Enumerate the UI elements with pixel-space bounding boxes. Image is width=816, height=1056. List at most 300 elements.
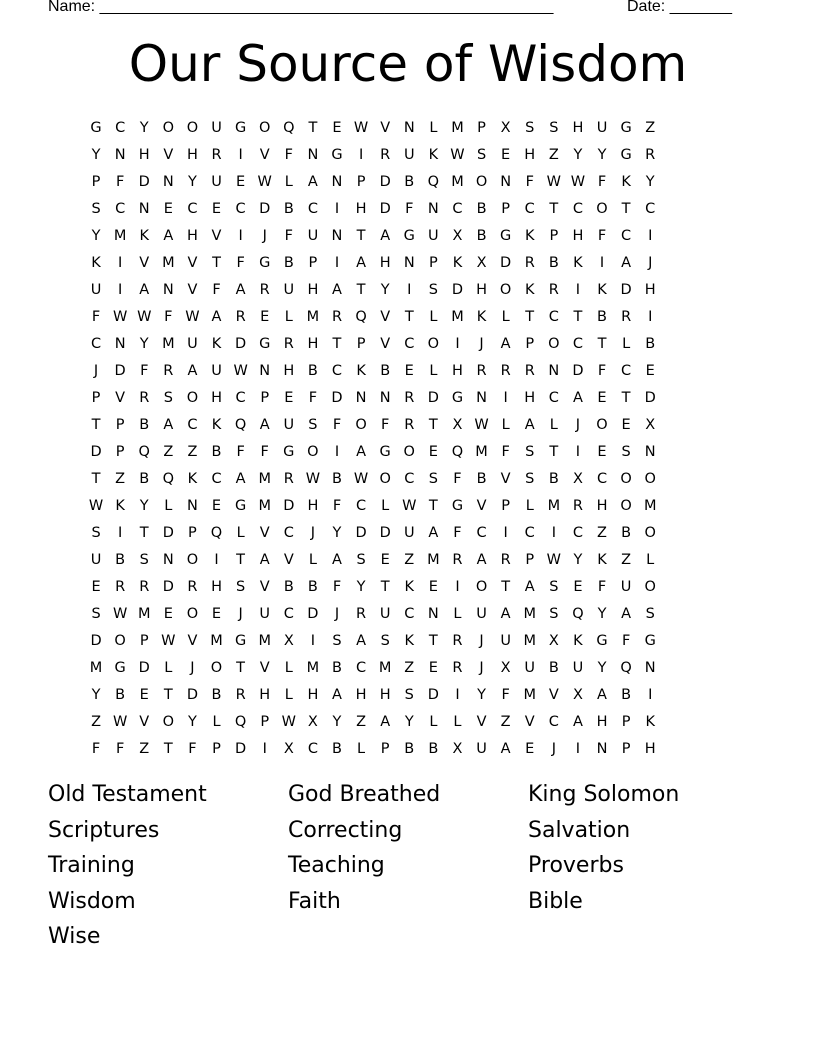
grid-letter: Y <box>597 146 607 163</box>
grid-letter: F <box>453 470 462 487</box>
grid-letter: H <box>452 362 463 379</box>
grid-row <box>84 573 662 600</box>
grid-row <box>84 654 662 681</box>
grid-letter: T <box>549 200 559 217</box>
grid-row <box>84 735 662 762</box>
grid-letter: W <box>257 173 272 190</box>
grid-letter: B <box>332 740 342 757</box>
grid-letter: K <box>211 335 222 352</box>
word-list-item: Training <box>48 853 135 878</box>
grid-letter: Q <box>234 416 247 433</box>
grid-letter: R <box>283 335 294 352</box>
grid-letter: O <box>596 200 608 217</box>
grid-letter: N <box>307 146 319 163</box>
grid-letter: Z <box>645 119 656 136</box>
grid-letter: F <box>115 173 125 190</box>
grid-letter: D <box>379 173 391 190</box>
grid-letter: S <box>525 119 535 136</box>
grid-letter: R <box>115 578 126 595</box>
grid-letter: P <box>525 335 535 352</box>
grid-letter: J <box>310 524 316 541</box>
grid-letter: M <box>451 308 464 325</box>
grid-letter: T <box>91 416 101 433</box>
grid-letter: M <box>475 443 488 460</box>
grid-letter: N <box>476 389 487 406</box>
grid-letter: Y <box>139 497 149 514</box>
grid-row <box>84 168 662 195</box>
grid-letter: C <box>235 200 246 217</box>
grid-letter: Z <box>404 659 415 676</box>
grid-letter: G <box>451 497 464 514</box>
grid-row <box>84 411 662 438</box>
grid-letter: A <box>500 335 511 352</box>
grid-letter: B <box>404 173 415 190</box>
grid-letter: K <box>524 281 535 298</box>
grid-letter: C <box>524 524 535 541</box>
grid-letter: X <box>283 740 294 757</box>
grid-letter: Y <box>645 173 655 190</box>
grid-letter: Q <box>572 605 584 622</box>
grid-letter: C <box>548 389 559 406</box>
grid-letter: V <box>283 551 294 568</box>
grid-letter: A <box>259 551 270 568</box>
grid-letter: K <box>187 470 198 487</box>
grid-letter: F <box>453 524 462 541</box>
grid-letter: P <box>428 254 438 271</box>
grid-letter: U <box>620 578 632 595</box>
grid-letter: E <box>211 200 222 217</box>
grid-letter: L <box>212 713 221 730</box>
grid-letter: S <box>404 686 414 703</box>
grid-letter: O <box>644 578 656 595</box>
grid-letter: E <box>573 578 583 595</box>
grid-letter: K <box>356 362 366 379</box>
grid-letter: C <box>621 227 632 244</box>
grid-letter: Y <box>404 713 414 730</box>
grid-letter: B <box>115 551 126 568</box>
grid-letter: T <box>236 659 246 676</box>
grid-letter: T <box>356 281 366 298</box>
grid-letter: M <box>523 605 536 622</box>
grid-letter: A <box>211 308 222 325</box>
grid-letter: V <box>476 497 487 514</box>
grid-letter: H <box>186 146 198 163</box>
grid-letter: X <box>500 119 511 136</box>
grid-letter: W <box>474 416 489 433</box>
grid-letter: L <box>525 497 534 514</box>
grid-letter: G <box>259 335 271 352</box>
grid-letter: P <box>260 713 270 730</box>
grid-letter: H <box>211 578 222 595</box>
grid-letter: S <box>525 443 535 460</box>
grid-letter: L <box>357 740 366 757</box>
grid-letter: I <box>455 335 460 352</box>
grid-letter: X <box>572 686 583 703</box>
grid-letter: F <box>405 200 414 217</box>
grid-row <box>84 249 662 276</box>
grid-letter: U <box>572 659 584 676</box>
grid-letter: I <box>214 551 219 568</box>
grid-letter: B <box>283 578 294 595</box>
grid-letter: D <box>451 281 464 298</box>
grid-letter: C <box>572 335 583 352</box>
grid-letter: A <box>500 605 511 622</box>
grid-letter: A <box>572 389 583 406</box>
grid-row <box>84 195 662 222</box>
grid-letter: S <box>621 443 631 460</box>
grid-letter: D <box>644 389 656 406</box>
grid-row <box>84 600 662 627</box>
word-list-item: King Solomon <box>528 782 680 807</box>
grid-letter: X <box>307 713 318 730</box>
grid-letter: T <box>380 578 390 595</box>
grid-letter: I <box>503 389 508 406</box>
grid-row <box>84 330 662 357</box>
grid-letter: I <box>334 200 340 217</box>
grid-letter: V <box>139 254 150 271</box>
grid-letter: M <box>137 605 151 622</box>
grid-letter: W <box>353 119 369 136</box>
grid-letter: D <box>500 254 512 271</box>
grid-letter: N <box>114 146 126 163</box>
grid-letter: H <box>644 740 656 757</box>
grid-letter: A <box>356 443 367 460</box>
grid-letter: N <box>500 173 512 190</box>
letter-grid <box>84 114 662 762</box>
grid-letter: I <box>334 254 340 271</box>
grid-letter: M <box>547 497 561 514</box>
word-list-item: Correcting <box>288 817 403 843</box>
grid-letter: C <box>307 740 318 757</box>
grid-letter: J <box>551 740 556 757</box>
grid-letter: U <box>403 524 415 541</box>
grid-letter: Y <box>380 281 390 298</box>
grid-letter: G <box>620 146 632 163</box>
grid-letter: C <box>283 605 294 622</box>
grid-letter: F <box>501 686 510 703</box>
grid-letter: K <box>476 308 487 325</box>
grid-letter: I <box>310 632 316 649</box>
grid-letter: H <box>307 686 319 703</box>
grid-letter: M <box>451 173 464 190</box>
grid-letter: O <box>596 416 608 433</box>
grid-letter: D <box>620 281 632 298</box>
grid-letter: N <box>331 227 343 244</box>
grid-letter: N <box>427 200 439 217</box>
grid-letter: A <box>524 416 535 433</box>
grid-letter: U <box>476 740 487 757</box>
grid-letter: O <box>258 119 271 136</box>
grid-letter: Y <box>597 605 607 622</box>
grid-letter: M <box>258 497 271 514</box>
grid-letter: W <box>450 146 465 163</box>
grid-letter: U <box>596 119 608 136</box>
grid-letter: B <box>307 578 318 595</box>
grid-letter: A <box>356 632 367 649</box>
grid-letter: C <box>187 416 198 433</box>
word-list-item: Proverbs <box>528 853 624 878</box>
grid-letter: G <box>620 119 632 136</box>
grid-letter: D <box>379 200 391 217</box>
grid-letter: I <box>238 227 243 244</box>
grid-letter: H <box>379 686 391 703</box>
grid-letter: M <box>306 308 320 325</box>
grid-letter: I <box>455 578 460 595</box>
grid-letter: M <box>643 497 657 514</box>
grid-letter: S <box>332 632 342 649</box>
grid-letter: V <box>187 254 198 271</box>
grid-letter: N <box>138 200 150 217</box>
word-list-item: Teaching <box>288 853 385 878</box>
grid-letter: Y <box>91 146 101 163</box>
word-list-item: Old Testament <box>48 782 207 807</box>
grid-letter: R <box>452 551 463 568</box>
grid-row <box>84 384 662 411</box>
grid-letter: U <box>283 416 295 433</box>
grid-letter: Y <box>477 686 486 703</box>
grid-letter: P <box>356 335 366 352</box>
grid-letter: P <box>91 389 101 406</box>
grid-letter: I <box>575 281 581 298</box>
grid-letter: P <box>525 551 535 568</box>
grid-letter: A <box>524 578 535 595</box>
grid-letter: O <box>355 416 367 433</box>
grid-letter: G <box>644 632 656 649</box>
grid-letter: I <box>648 308 653 325</box>
grid-letter: D <box>379 524 391 541</box>
grid-letter: P <box>501 200 511 217</box>
grid-letter: D <box>138 659 150 676</box>
grid-letter: I <box>118 281 123 298</box>
grid-letter: P <box>212 740 221 757</box>
grid-letter: R <box>163 362 174 379</box>
grid-letter: B <box>211 686 222 703</box>
grid-letter: B <box>211 443 222 460</box>
grid-letter: F <box>188 740 197 757</box>
grid-letter: X <box>476 254 487 271</box>
grid-letter: D <box>138 173 150 190</box>
grid-letter: B <box>645 335 656 352</box>
grid-letter: U <box>259 605 271 622</box>
grid-letter: V <box>211 227 222 244</box>
grid-letter: G <box>234 632 247 649</box>
grid-letter: A <box>621 605 632 622</box>
grid-letter: F <box>115 740 125 757</box>
grid-letter: N <box>162 281 174 298</box>
grid-letter: O <box>644 470 656 487</box>
grid-letter: B <box>283 200 294 217</box>
grid-letter: Z <box>356 713 367 730</box>
grid-letter: K <box>404 632 415 649</box>
grid-letter: D <box>572 362 584 379</box>
grid-letter: F <box>597 578 607 595</box>
grid-letter: N <box>331 173 343 190</box>
grid-letter: W <box>112 605 128 622</box>
grid-letter: M <box>378 659 392 676</box>
grid-letter: B <box>621 686 632 703</box>
grid-letter: M <box>113 227 127 244</box>
grid-letter: Y <box>573 551 583 568</box>
grid-letter: C <box>90 335 102 352</box>
grid-letter: F <box>332 497 342 514</box>
grid-letter: C <box>548 713 559 730</box>
grid-letter: B <box>307 362 318 379</box>
grid-row <box>84 357 662 384</box>
grid-letter: U <box>283 281 295 298</box>
grid-letter: W <box>185 308 200 325</box>
grid-row <box>84 708 662 735</box>
grid-letter: D <box>162 524 174 541</box>
grid-letter: P <box>549 227 559 244</box>
grid-letter: B <box>476 200 487 217</box>
grid-letter: G <box>403 227 415 244</box>
grid-letter: U <box>500 632 511 649</box>
grid-letter: M <box>162 254 175 271</box>
grid-letter: O <box>186 605 199 622</box>
grid-letter: U <box>211 173 222 190</box>
grid-letter: R <box>645 146 656 163</box>
grid-letter: N <box>162 173 174 190</box>
grid-letter: U <box>211 119 222 136</box>
grid-letter: P <box>260 389 270 406</box>
grid-letter: Z <box>115 470 126 487</box>
grid-letter: L <box>284 686 293 703</box>
grid-letter: E <box>284 389 294 406</box>
grid-letter: B <box>428 740 439 757</box>
grid-letter: I <box>238 146 243 163</box>
word-list-item: Wisdom <box>48 888 136 914</box>
grid-letter: K <box>428 146 439 163</box>
grid-letter: H <box>355 200 367 217</box>
grid-letter: X <box>548 632 559 649</box>
grid-letter: Z <box>548 146 559 163</box>
grid-letter: U <box>403 146 415 163</box>
grid-letter: R <box>283 470 294 487</box>
grid-letter: O <box>114 632 126 649</box>
grid-letter: Y <box>139 335 149 352</box>
grid-letter: K <box>597 281 607 298</box>
grid-letter: G <box>379 443 391 460</box>
grid-letter: H <box>307 497 319 514</box>
grid-letter: F <box>236 254 245 271</box>
grid-letter: V <box>476 713 487 730</box>
grid-letter: N <box>644 659 656 676</box>
grid-letter: X <box>283 632 294 649</box>
grid-letter: N <box>186 497 198 514</box>
grid-letter: E <box>163 605 173 622</box>
grid-letter: W <box>112 713 128 730</box>
grid-letter: T <box>356 227 366 244</box>
grid-letter: S <box>645 605 655 622</box>
grid-letter: M <box>210 632 223 649</box>
grid-letter: K <box>404 578 415 595</box>
word-list-item: Salvation <box>528 817 631 843</box>
grid-letter: R <box>139 389 150 406</box>
grid-letter: O <box>307 443 319 460</box>
word-list-item: Bible <box>528 888 583 914</box>
grid-letter: C <box>476 524 487 541</box>
grid-letter: R <box>476 362 487 379</box>
grid-letter: F <box>597 362 607 379</box>
grid-letter: R <box>452 659 463 676</box>
grid-letter: B <box>597 308 607 325</box>
grid-letter: R <box>524 362 535 379</box>
grid-letter: O <box>620 497 632 514</box>
grid-letter: O <box>499 281 512 298</box>
grid-letter: C <box>596 470 608 487</box>
grid-letter: E <box>139 686 149 703</box>
grid-row <box>84 681 662 708</box>
grid-row <box>84 222 662 249</box>
grid-letter: A <box>235 470 246 487</box>
grid-letter: H <box>596 713 608 730</box>
grid-letter: I <box>648 227 653 244</box>
grid-letter: V <box>259 659 270 676</box>
grid-letter: D <box>355 524 367 541</box>
grid-letter: Q <box>162 470 175 487</box>
grid-letter: I <box>334 443 340 460</box>
date-line: Date: _______ <box>627 0 732 15</box>
grid-letter: G <box>234 119 247 136</box>
grid-letter: G <box>114 659 126 676</box>
grid-letter: R <box>211 146 222 163</box>
grid-letter: I <box>262 740 267 757</box>
grid-letter: J <box>238 605 243 622</box>
grid-letter: G <box>500 227 512 244</box>
grid-letter: U <box>428 227 439 244</box>
grid-letter: K <box>621 173 631 190</box>
grid-letter: A <box>139 281 150 298</box>
grid-letter: A <box>235 281 246 298</box>
grid-letter: E <box>332 119 342 136</box>
grid-letter: B <box>115 686 126 703</box>
grid-letter: G <box>596 632 608 649</box>
grid-letter: D <box>114 362 126 379</box>
grid-letter: U <box>187 335 198 352</box>
grid-letter: P <box>356 173 366 190</box>
grid-letter: B <box>404 740 415 757</box>
grid-letter: N <box>403 254 415 271</box>
grid-letter: F <box>140 362 149 379</box>
grid-letter: V <box>380 308 391 325</box>
grid-letter: H <box>524 389 536 406</box>
grid-letter: F <box>164 308 173 325</box>
grid-letter: E <box>645 362 655 379</box>
grid-letter: L <box>549 416 558 433</box>
grid-letter: H <box>283 362 295 379</box>
grid-letter: R <box>139 578 150 595</box>
grid-letter: Z <box>139 740 150 757</box>
grid-letter: V <box>259 524 270 541</box>
grid-letter: Y <box>139 119 149 136</box>
grid-letter: F <box>597 173 607 190</box>
grid-letter: W <box>570 173 586 190</box>
grid-letter: Y <box>573 146 583 163</box>
grid-letter: V <box>259 578 270 595</box>
grid-letter: B <box>548 470 559 487</box>
grid-letter: A <box>428 524 439 541</box>
grid-letter: C <box>211 470 222 487</box>
grid-letter: F <box>284 146 293 163</box>
grid-letter: J <box>262 227 267 244</box>
grid-letter: W <box>546 551 561 568</box>
grid-letter: Z <box>187 443 198 460</box>
grid-letter: P <box>139 632 149 649</box>
grid-letter: E <box>428 659 438 676</box>
grid-letter: W <box>233 362 248 379</box>
grid-letter: E <box>428 578 438 595</box>
grid-letter: N <box>114 335 126 352</box>
